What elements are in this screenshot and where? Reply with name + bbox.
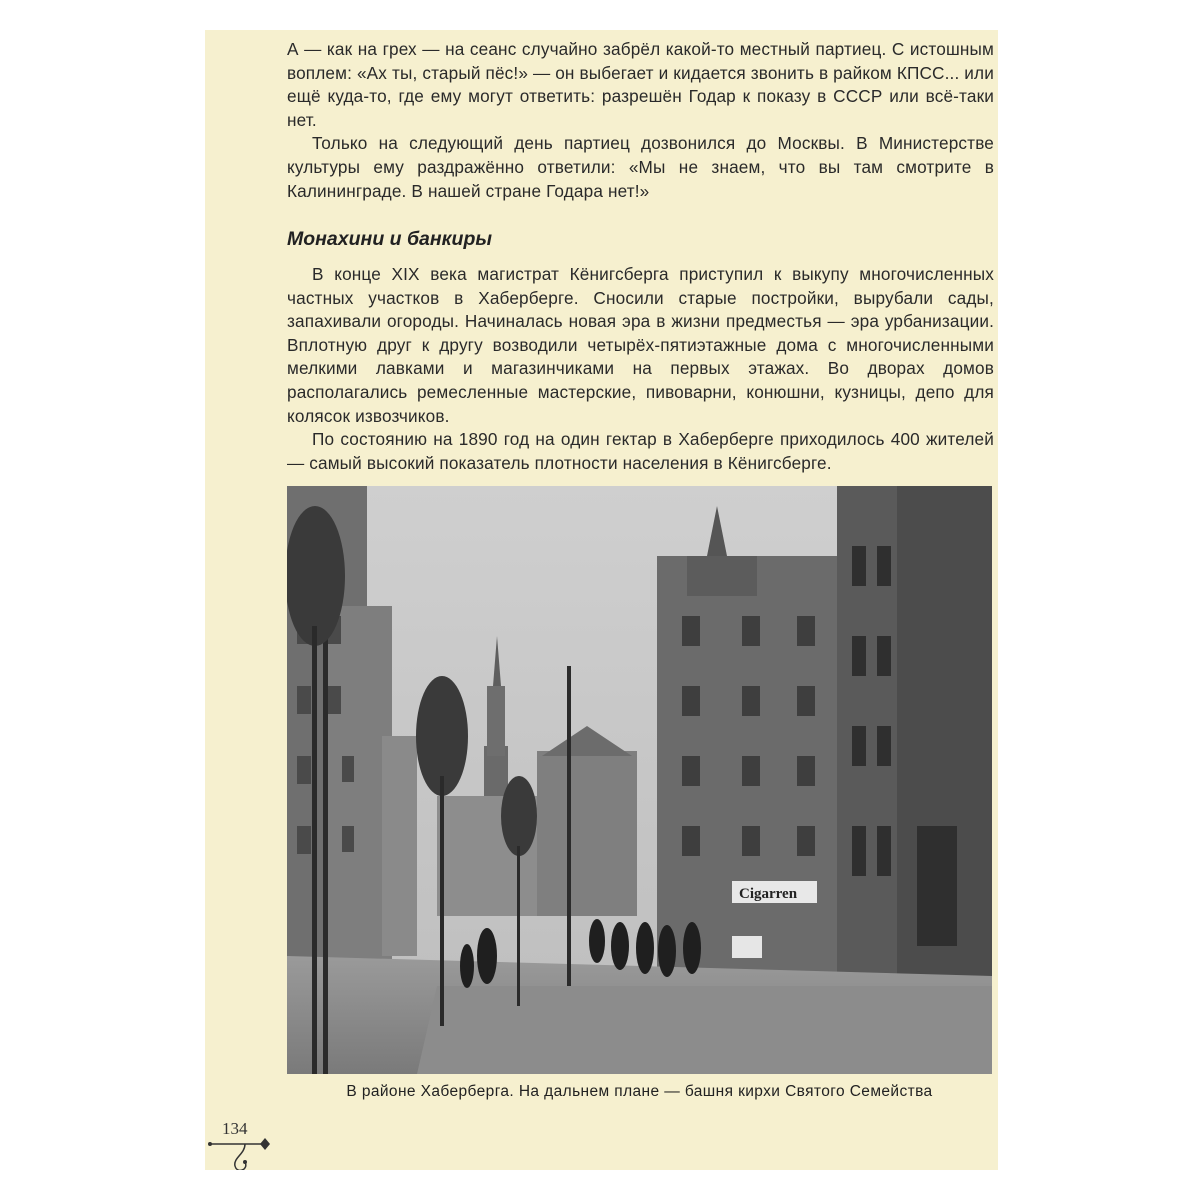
section-text: [287, 263, 994, 475]
intro-text: [287, 38, 994, 203]
paragraph: По состоянию на 1890 год на один гектар в Хаберберге приходилось 400 жителей — самый высокий показатель плотности населения в Кёнигсберге.: [287, 429, 994, 473]
paragraph: В конце XIX века магистрат Кёнигсберга приступил к выкупу многочисленных частных участков в Хаберберге. Сносили старые постройки, вырубали сады, запахивали огороды. Начиналась новая эра в жизни предместья — эра урбанизации. Вплотную друг к другу возводили четырёх-пятиэтажные дома с многочисленными мелкими лавками и магазинчиками на первых этажах. Во дворах домов располагались ремесленные мастерские, пивоварни, конюшни, кузницы, депо для колясок извозчиков.: [287, 264, 994, 426]
page-number: 134: [222, 1119, 248, 1138]
section-heading: Монахини и банкиры: [287, 228, 493, 250]
street-photo-illustration: [287, 486, 992, 1074]
paragraph: А — как на грех — на сеанс случайно забрёл какой-то местный партиец. С истошным воплем: «Ах ты, старый пёс!» — он выбегает и кидается звонить в райком КПСС... или ещё куда-то, где ему могут ответить: разрешён Годар к показу в СССР или всё-таки нет.: [287, 39, 994, 130]
book-page: [205, 30, 998, 1170]
street-photo: [287, 486, 992, 1074]
shop-sign-text: Cigarren: [739, 886, 798, 902]
photo-caption: В районе Хаберберга. На дальнем плане — башня кирхи Святого Семейства: [346, 1083, 933, 1100]
paragraph: Только на следующий день партиец дозвонился до Москвы. В Министерстве культуры ему раздражённо ответили: «Мы не знаем, что вы там смотрите в Калининграде. В нашей стране Годара нет!»: [287, 133, 994, 201]
ornament-icon: [205, 1130, 275, 1170]
